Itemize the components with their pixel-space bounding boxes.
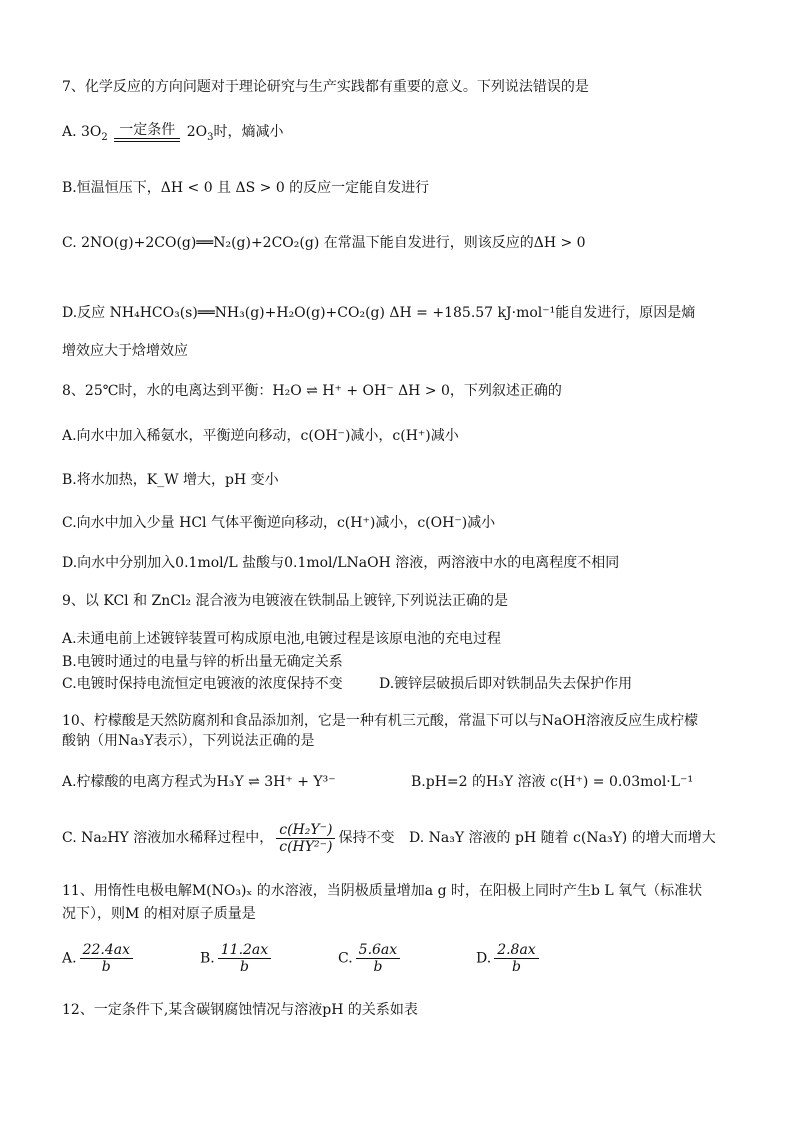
q11-a-label: A. bbox=[62, 950, 77, 967]
q8-option-b: B.将水加热，K_W 增大，pH 变小 bbox=[62, 472, 279, 488]
q11-a-numerator: 22.4ax bbox=[80, 942, 133, 959]
q7-option-b: B.恒温恒压下，ΔH < 0 且 ΔS > 0 的反应一定能自发进行 bbox=[62, 180, 430, 196]
q12-stem: 12、一定条件下,某含碳钢腐蚀情况与溶液pH 的关系如表 bbox=[62, 1002, 418, 1018]
q8-option-a: A.向水中加入稀氨水，平衡逆向移动，c(OH⁻)减小，c(H⁺)减小 bbox=[62, 428, 459, 444]
q8-option-c: C.向水中加入少量 HCl 气体平衡逆向移动，c(H⁺)减小，c(OH⁻)减小 bbox=[62, 515, 496, 531]
q10-option-c bbox=[62, 816, 394, 860]
q11-option-b bbox=[200, 942, 274, 975]
q7-a-after: 时，熵减小 bbox=[213, 124, 284, 140]
q11-d-denominator: b bbox=[511, 959, 521, 975]
q9-option-a: A.未通电前上述镀锌装置可构成原电池,电镀过程是该原电池的充电过程 bbox=[62, 631, 502, 647]
q11-stem-line1: 11、用惰性电极电解M(NO₃)ₓ 的水溶液，当阴极质量增加a g 时，在阳极上同时产生b L 氧气（标准状 bbox=[62, 883, 703, 899]
q7-option-d-line1: D.反应 NH₄HCO₃(s)══NH₃(g)+H₂O(g)+CO₂(g) ΔH = +185.57 kJ·mol⁻¹能自发进行，原因是熵 bbox=[62, 305, 696, 321]
q10-option-a: A.柠檬酸的电离方程式为H₃Y ⇌ 3H⁺ + Y³⁻ bbox=[62, 774, 336, 790]
q9-option-b: B.电镀时通过的电量与锌的析出量无确定关系 bbox=[62, 654, 343, 670]
q8-option-d: D.向水中分别加入0.1mol/L 盐酸与0.1mol/LNaOH 溶液，两溶液中水的电离程度不相同 bbox=[62, 555, 620, 571]
q9-stem: 9、以 KCl 和 ZnCl₂ 混合液为电镀液在铁制品上镀锌,下列说法正确的是 bbox=[62, 593, 508, 609]
q9-option-d: D.镀锌层破损后即对铁制品失去保护作用 bbox=[379, 676, 633, 692]
q11-option-c bbox=[338, 942, 403, 975]
q11-d-numerator: 2.8ax bbox=[494, 942, 539, 959]
q11-option-d bbox=[476, 942, 542, 975]
q10-c-fraction bbox=[276, 822, 335, 855]
q11-c-numerator: 5.6ax bbox=[356, 942, 401, 959]
q11-b-denominator: b bbox=[239, 959, 249, 975]
q11-b-numerator: 11.2ax bbox=[218, 942, 271, 959]
q11-a-denominator: b bbox=[101, 959, 111, 975]
q7-stem: 7、化学反应的方向问题对于理论研究与生产实践都有重要的意义。下列说法错误的是 bbox=[62, 79, 589, 95]
q10-stem-line2: 酸钠（用Na₃Y表示），下列说法正确的是 bbox=[62, 733, 315, 749]
q11-stem-line2: 况下），则M 的相对原子质量是 bbox=[62, 906, 256, 922]
q11-option-a bbox=[62, 942, 136, 975]
q10-option-d: D. Na₃Y 溶液的 pH 随着 c(Na₃Y) 的增大而增大 bbox=[409, 830, 716, 846]
q11-c-label: C. bbox=[338, 950, 353, 967]
q11-b-label: B. bbox=[200, 950, 215, 967]
q10-stem-line1: 10、柠檬酸是天然防腐剂和食品添加剂，它是一种有机三元酸，常温下可以与NaOH溶液反应生成柠檬 bbox=[62, 713, 699, 729]
q10-option-b: B.pH=2 的H₃Y 溶液 c(H⁺) = 0.03mol·L⁻¹ bbox=[411, 774, 694, 790]
reaction-condition-arrow bbox=[114, 122, 180, 142]
reaction-condition-text: 一定条件 bbox=[119, 122, 176, 138]
q9-option-c: C.电镀时保持电流恒定电镀液的浓度保持不变 bbox=[62, 676, 343, 692]
q7-option-d-line2: 增效应大于焓增效应 bbox=[62, 343, 188, 359]
q11-d-label: D. bbox=[476, 950, 492, 967]
q10-c-numerator: c(H₂Y⁻) bbox=[276, 822, 335, 839]
q10-c-denominator: c(HY²⁻) bbox=[279, 838, 333, 855]
q10-c-prefix: C. Na₂HY 溶液加水稀释过程中， bbox=[62, 830, 274, 846]
q7-a-product: 2O bbox=[186, 124, 208, 140]
q10-c-suffix: 保持不变 bbox=[338, 830, 395, 846]
q7-a-prefix: A. 3O bbox=[62, 124, 102, 140]
q7-option-c: C. 2NO(g)+2CO(g)══N₂(g)+2CO₂(g) 在常温下能自发进行，则该反应的ΔH > 0 bbox=[62, 235, 586, 251]
q8-stem: 8、25℃时，水的电离达到平衡：H₂O ⇌ H⁺ + OH⁻ ΔH > 0，下列叙述正确的 bbox=[62, 383, 562, 399]
q7-option-a: A. $3O_2$ 一定条件 $2O_3$时，熵减小 bbox=[62, 122, 284, 143]
q11-c-denominator: b bbox=[373, 959, 383, 975]
